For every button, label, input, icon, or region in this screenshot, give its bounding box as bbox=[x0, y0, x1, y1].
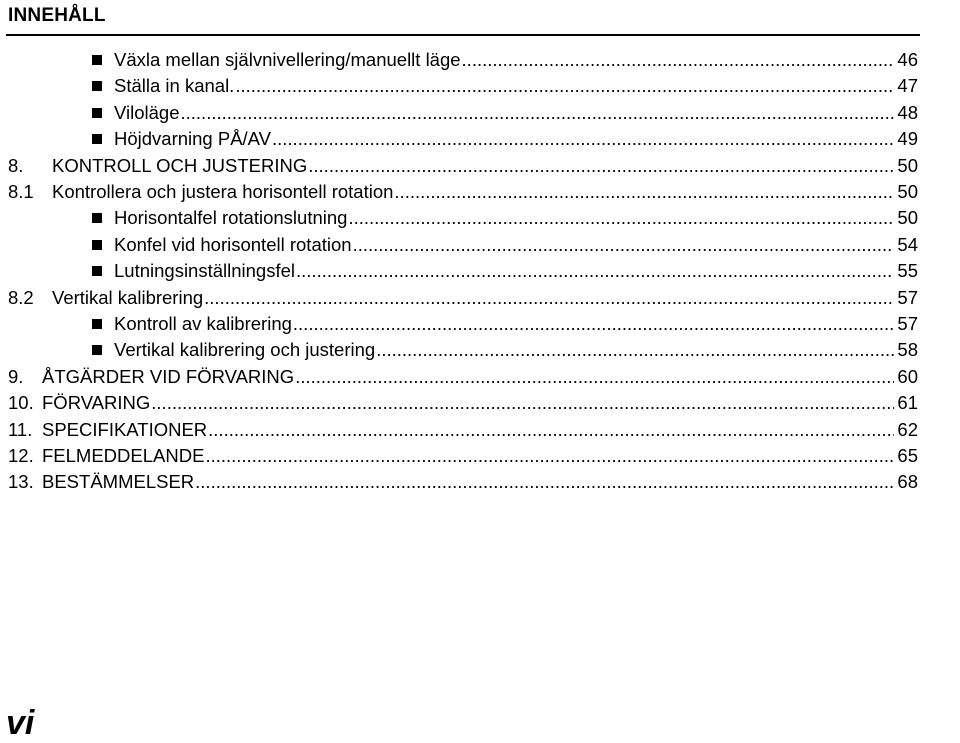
dot-leader bbox=[235, 73, 894, 99]
toc-page-number: 54 bbox=[897, 233, 918, 255]
toc-subentry bbox=[92, 232, 918, 258]
toc-section-number: 8.2 bbox=[8, 286, 34, 308]
square-bullet-icon bbox=[92, 266, 102, 276]
toc-entry bbox=[8, 469, 918, 495]
toc-section-number: 10. bbox=[8, 392, 34, 414]
square-bullet-icon bbox=[92, 240, 102, 250]
heading-divider bbox=[6, 34, 920, 36]
dot-leader bbox=[272, 126, 894, 152]
toc-page-number: 47 bbox=[897, 75, 918, 97]
toc-title: Konfel vid horisontell rotation bbox=[114, 233, 352, 255]
toc-page-number: 46 bbox=[897, 49, 918, 70]
toc-section-number: 11. bbox=[8, 418, 33, 440]
toc-title: KONTROLL OCH JUSTERING bbox=[52, 154, 308, 176]
toc-page-number: 65 bbox=[897, 445, 918, 466]
toc-entry bbox=[8, 443, 918, 469]
toc-page-number: 50 bbox=[897, 154, 918, 176]
toc-title: Ställa in kanal. bbox=[114, 75, 235, 97]
toc-title: Vertikal kalibrering bbox=[52, 286, 204, 308]
toc-subentry bbox=[92, 126, 918, 152]
toc-subentry bbox=[92, 100, 918, 126]
toc-entry bbox=[8, 390, 918, 416]
toc-title: FÖRVARING bbox=[42, 392, 151, 414]
toc-title: Växla mellan självnivellering/manuellt läge bbox=[114, 49, 461, 70]
toc-title: ÅTGÄRDER VID FÖRVARING bbox=[42, 365, 295, 387]
dot-leader bbox=[296, 258, 894, 284]
toc-subentry bbox=[92, 258, 918, 284]
toc-section-number: 8.1 bbox=[8, 181, 34, 202]
toc-page-number: 61 bbox=[897, 392, 918, 414]
dot-leader bbox=[348, 205, 894, 231]
toc-page-number: 55 bbox=[897, 260, 918, 282]
toc-title: Kontrollera och justera horisontell rotation bbox=[52, 181, 394, 202]
toc-page-number: 68 bbox=[897, 471, 918, 493]
toc-entry bbox=[8, 364, 918, 390]
dot-leader bbox=[353, 232, 895, 258]
dot-leader bbox=[376, 337, 894, 363]
toc-page-number: 62 bbox=[897, 418, 918, 440]
square-bullet-icon bbox=[92, 55, 102, 65]
toc-section-number: 13. bbox=[8, 471, 34, 493]
toc-page-number: 58 bbox=[897, 339, 918, 361]
toc-page-number: 50 bbox=[897, 207, 918, 229]
page-number-footer: vi bbox=[6, 704, 35, 742]
toc-page-number: 57 bbox=[897, 313, 918, 334]
square-bullet-icon bbox=[92, 81, 102, 91]
square-bullet-icon bbox=[92, 108, 102, 118]
toc-title: Horisontalfel rotationslutning bbox=[114, 207, 348, 229]
toc-subentry bbox=[92, 47, 918, 73]
dot-leader bbox=[293, 311, 895, 337]
page-heading: INNEHÅLL bbox=[8, 5, 106, 26]
toc-title: SPECIFIKATIONER bbox=[42, 418, 208, 440]
dot-leader bbox=[295, 364, 894, 390]
dot-leader bbox=[204, 285, 894, 311]
toc-page-number: 48 bbox=[897, 101, 918, 123]
toc-page-number: 60 bbox=[897, 365, 918, 387]
toc-subentry bbox=[92, 73, 918, 99]
toc-subentry bbox=[92, 311, 918, 337]
toc-subentry bbox=[92, 337, 918, 363]
dot-leader bbox=[462, 47, 895, 73]
toc-subentry bbox=[92, 205, 918, 231]
toc-page-number: 49 bbox=[897, 128, 918, 150]
toc-section-number: 8. bbox=[8, 154, 24, 176]
dot-leader bbox=[205, 443, 894, 469]
toc-section-number: 9. bbox=[8, 365, 24, 387]
toc-title: FELMEDDELANDE bbox=[42, 445, 205, 466]
square-bullet-icon bbox=[92, 319, 102, 329]
dot-leader bbox=[208, 417, 894, 443]
toc-title: Vertikal kalibrering och justering bbox=[114, 339, 376, 361]
dot-leader bbox=[308, 153, 894, 179]
toc-section-number: 12. bbox=[8, 445, 34, 466]
toc-entry bbox=[8, 179, 918, 205]
toc-entry bbox=[8, 285, 918, 311]
toc-title: Höjdvarning PÅ/AV bbox=[114, 128, 271, 150]
dot-leader bbox=[181, 100, 895, 126]
toc-title: BESTÄMMELSER bbox=[42, 471, 195, 493]
dot-leader bbox=[195, 469, 894, 495]
toc-entry bbox=[8, 417, 918, 443]
square-bullet-icon bbox=[92, 213, 102, 223]
square-bullet-icon bbox=[92, 345, 102, 355]
toc-page-number: 57 bbox=[897, 286, 918, 308]
toc-title: Lutningsinställningsfel bbox=[114, 260, 296, 282]
dot-leader bbox=[394, 179, 894, 205]
toc-page-number: 50 bbox=[897, 181, 918, 202]
toc-title: Viloläge bbox=[114, 101, 180, 123]
dot-leader bbox=[151, 390, 894, 416]
square-bullet-icon bbox=[92, 134, 102, 144]
toc-title: Kontroll av kalibrering bbox=[114, 313, 292, 334]
toc-entry bbox=[8, 153, 918, 179]
